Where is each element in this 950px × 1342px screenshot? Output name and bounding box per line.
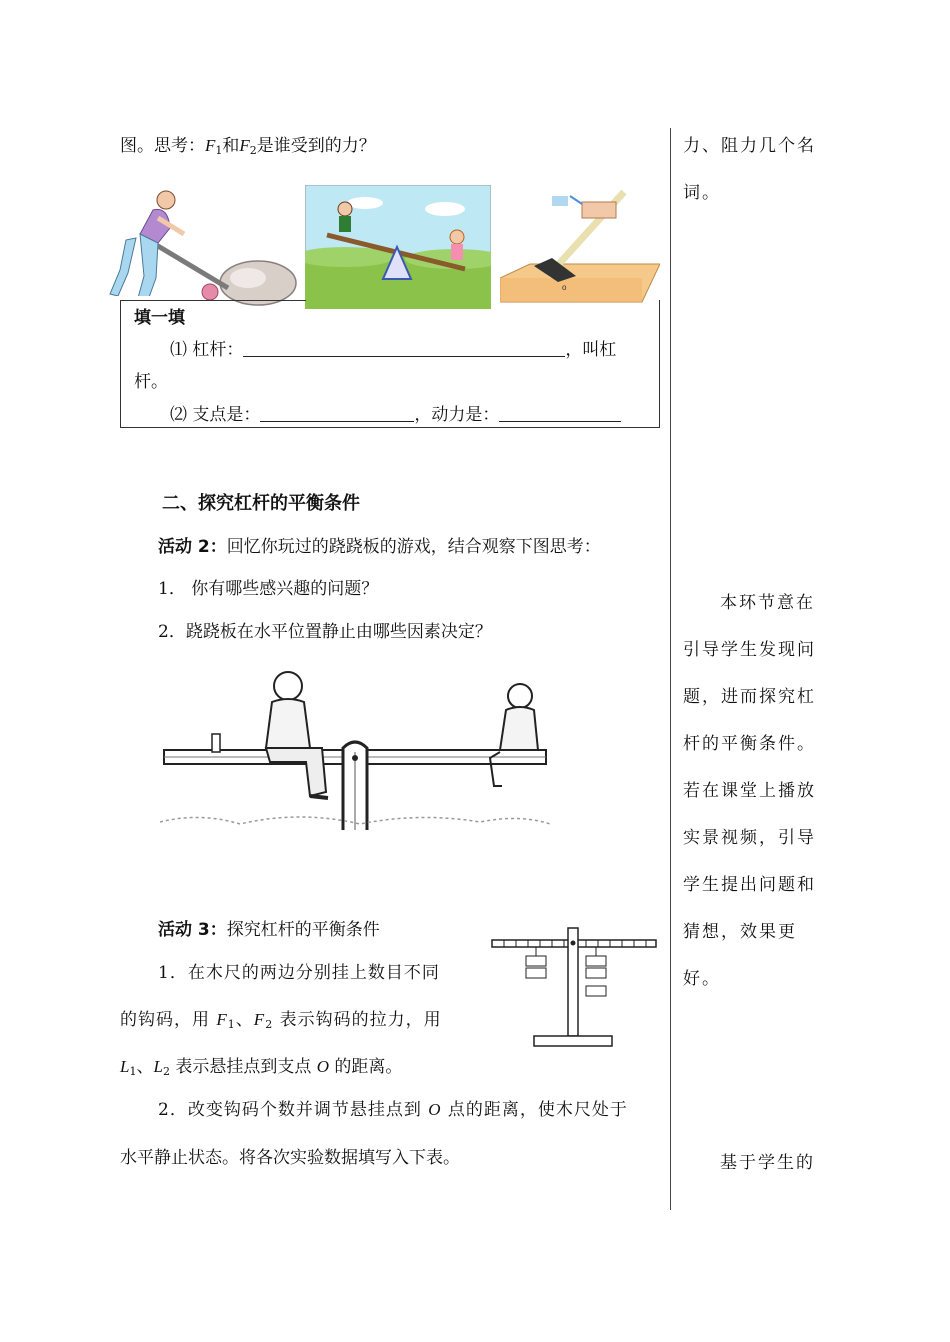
svg-text:o: o — [562, 283, 567, 292]
effort-force-blank[interactable] — [499, 403, 621, 422]
step1-line3: $L_1$、$L_2$ 表示悬挂点到支点 O 的距离。 — [120, 1057, 403, 1078]
side-note-2-line: 若在课堂上播放 — [683, 781, 816, 801]
side-note-2-line: 杆的平衡条件。 — [683, 734, 816, 754]
question-2: 2．跷跷板在水平位置静止由哪些因素决定？ — [158, 622, 492, 642]
step2-line2: 水平静止状态。将各次实验数据填写入下表。 — [120, 1148, 460, 1168]
side-note-2-line: 实景视频，引导 — [683, 828, 816, 848]
side-note-2-line: 本环节意在 — [720, 593, 815, 613]
crowbar-illustration — [500, 186, 660, 310]
lever-apparatus-diagram — [490, 924, 660, 1050]
side-note-2-line: 学生提出问题和 — [683, 875, 816, 895]
lever-definition-blank[interactable] — [243, 338, 565, 357]
side-note-2-line: 好。 — [683, 969, 721, 989]
activity2-line: 活动 2：回忆你玩过的跷跷板的游戏，结合观察下图思考： — [158, 537, 601, 557]
section-heading: 二、探究杠杆的平衡条件 — [162, 493, 360, 514]
fill-item-1: ⑴ 杠杆： ，叫杠 — [170, 340, 617, 360]
activity3-line: 活动 3：探究杠杆的平衡条件 — [158, 920, 380, 940]
fill-item-2: ⑵ 支点是： ，动力是： — [170, 403, 621, 427]
side-note-2-line: 引导学生发现问 — [683, 640, 816, 660]
fill-item-1-cont: 杆。 — [134, 372, 168, 392]
column-divider — [670, 128, 671, 1210]
fill-box-top-border — [120, 300, 306, 301]
man-lever-illustration — [108, 188, 306, 308]
step1-line1: 1．在木尺的两边分别挂上数目不同 — [158, 963, 440, 983]
side-note-1-line2: 词。 — [683, 183, 721, 203]
fulcrum-blank[interactable] — [260, 403, 414, 422]
children-seesaw-illustration — [305, 185, 491, 309]
side-note-2-line: 猜想，效果更 — [683, 922, 797, 942]
side-note-2-line: 题，进而探究杠 — [683, 687, 816, 707]
step2-line1: 2．改变钩码个数并调节悬挂点到 O 点的距离，使木尺处于 — [158, 1100, 628, 1120]
seesaw-photo — [160, 662, 550, 834]
step1-line2: 的钩码，用 $F_1$、$F_2$ 表示钩码的拉力，用 — [120, 1010, 442, 1031]
side-note-3-line1: 基于学生的 — [720, 1153, 815, 1173]
question-1: 1． 你有哪些感兴趣的问题？ — [158, 579, 379, 599]
fill-box-title: 填一填 — [134, 308, 185, 328]
top-question: 图。思考：$F_1$和$F_2$是谁受到的力？ — [120, 136, 376, 157]
side-note-1-line1: 力、阻力几个名 — [683, 136, 816, 156]
